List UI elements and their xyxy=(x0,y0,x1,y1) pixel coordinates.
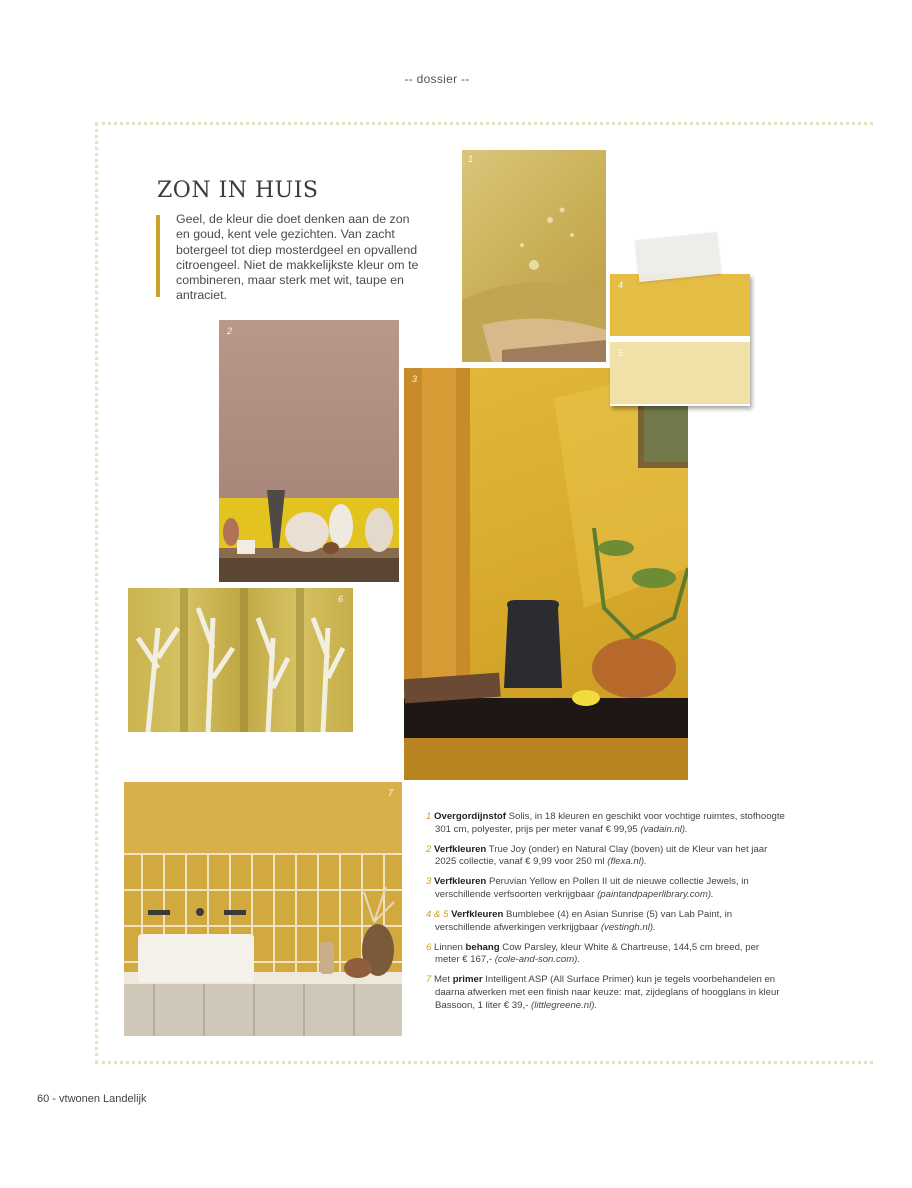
photo-yellow-fabric xyxy=(462,150,606,362)
caption-item: 4 & 5 Verfkleuren Bumblebee (4) en Asian Sunrise (5) van Lab Paint, in verschillende afwerkingen verkrijgbaar (vestingh.nl). xyxy=(426,909,733,933)
tape-piece xyxy=(635,232,721,282)
captions-list xyxy=(426,811,786,1020)
photo-floral-curtain xyxy=(128,588,353,732)
caption-item: 1 Overgordijnstof Solis, in 18 kleuren en geschikt voor vochtige ruimtes, stofhoogte 301 cm, polyester, prijs per meter vanaf € 99,95 (vadain.nl). xyxy=(426,811,785,835)
photo-number: 2 xyxy=(227,326,233,336)
photo-number: 1 xyxy=(468,154,474,164)
photo-number: 3 xyxy=(412,374,418,384)
page-footer: 60 - vtwonen Landelijk xyxy=(37,1093,147,1105)
photo-clay-wall-vases xyxy=(219,320,399,582)
photo-tiled-sink xyxy=(124,782,402,1036)
vases-illustration xyxy=(219,320,399,582)
swatch-asian-sunrise xyxy=(610,342,750,404)
intro-accent-bar xyxy=(156,215,160,297)
curtain-illustration xyxy=(128,588,353,732)
article-title: ZON IN HUIS xyxy=(157,178,319,203)
swatch-number: 5 xyxy=(618,348,624,358)
sink-illustration xyxy=(124,782,402,1036)
swatch-number: 4 xyxy=(618,280,624,290)
photo-number: 6 xyxy=(338,594,344,604)
article-intro: Geel, de kleur die doet denken aan de zon en goud, kent vele gezichten. Van zacht botergeel tot diep mosterdgeel en opvallend citroengeel. Niet de makkelijkste kleur om te combineren, maar sterk met wit, taupe en antraciet. xyxy=(176,212,419,303)
room-illustration xyxy=(404,368,688,780)
swatch-bumblebee xyxy=(610,274,750,336)
photo-number: 7 xyxy=(388,788,394,798)
caption-item: 7 Met primer Intelligent ASP (All Surface Primer) kun je tegels voorbehandelen en daarna afwerken met een finish naar keuze: mat, zijdeglans of hoogglans in kleur Bassoon, 1 liter € 39,- (littlegreene.nl). xyxy=(426,974,780,1011)
caption-item: 2 Verfkleuren True Joy (onder) en Natural Clay (boven) uit de Kleur van het jaar 2025 collectie, vanaf € 9,99 voor 250 ml (flexa.nl). xyxy=(426,843,768,868)
swatch-card xyxy=(610,274,750,406)
fabric-illustration xyxy=(462,150,606,362)
caption-item: 3 Verfkleuren Peruvian Yellow en Pollen II uit de nieuwe collectie Jewels, in verschillende verfsoorten verkrijgbaar (paintandpaperlibrary.com). xyxy=(426,876,749,900)
photo-yellow-room xyxy=(404,368,688,780)
caption-item: 6 Linnen behang Cow Parsley, kleur White & Chartreuse, 144,5 cm breed, per meter € 167,- (cole-and-son.com). xyxy=(426,941,760,966)
section-label: -- dossier -- xyxy=(404,72,470,86)
